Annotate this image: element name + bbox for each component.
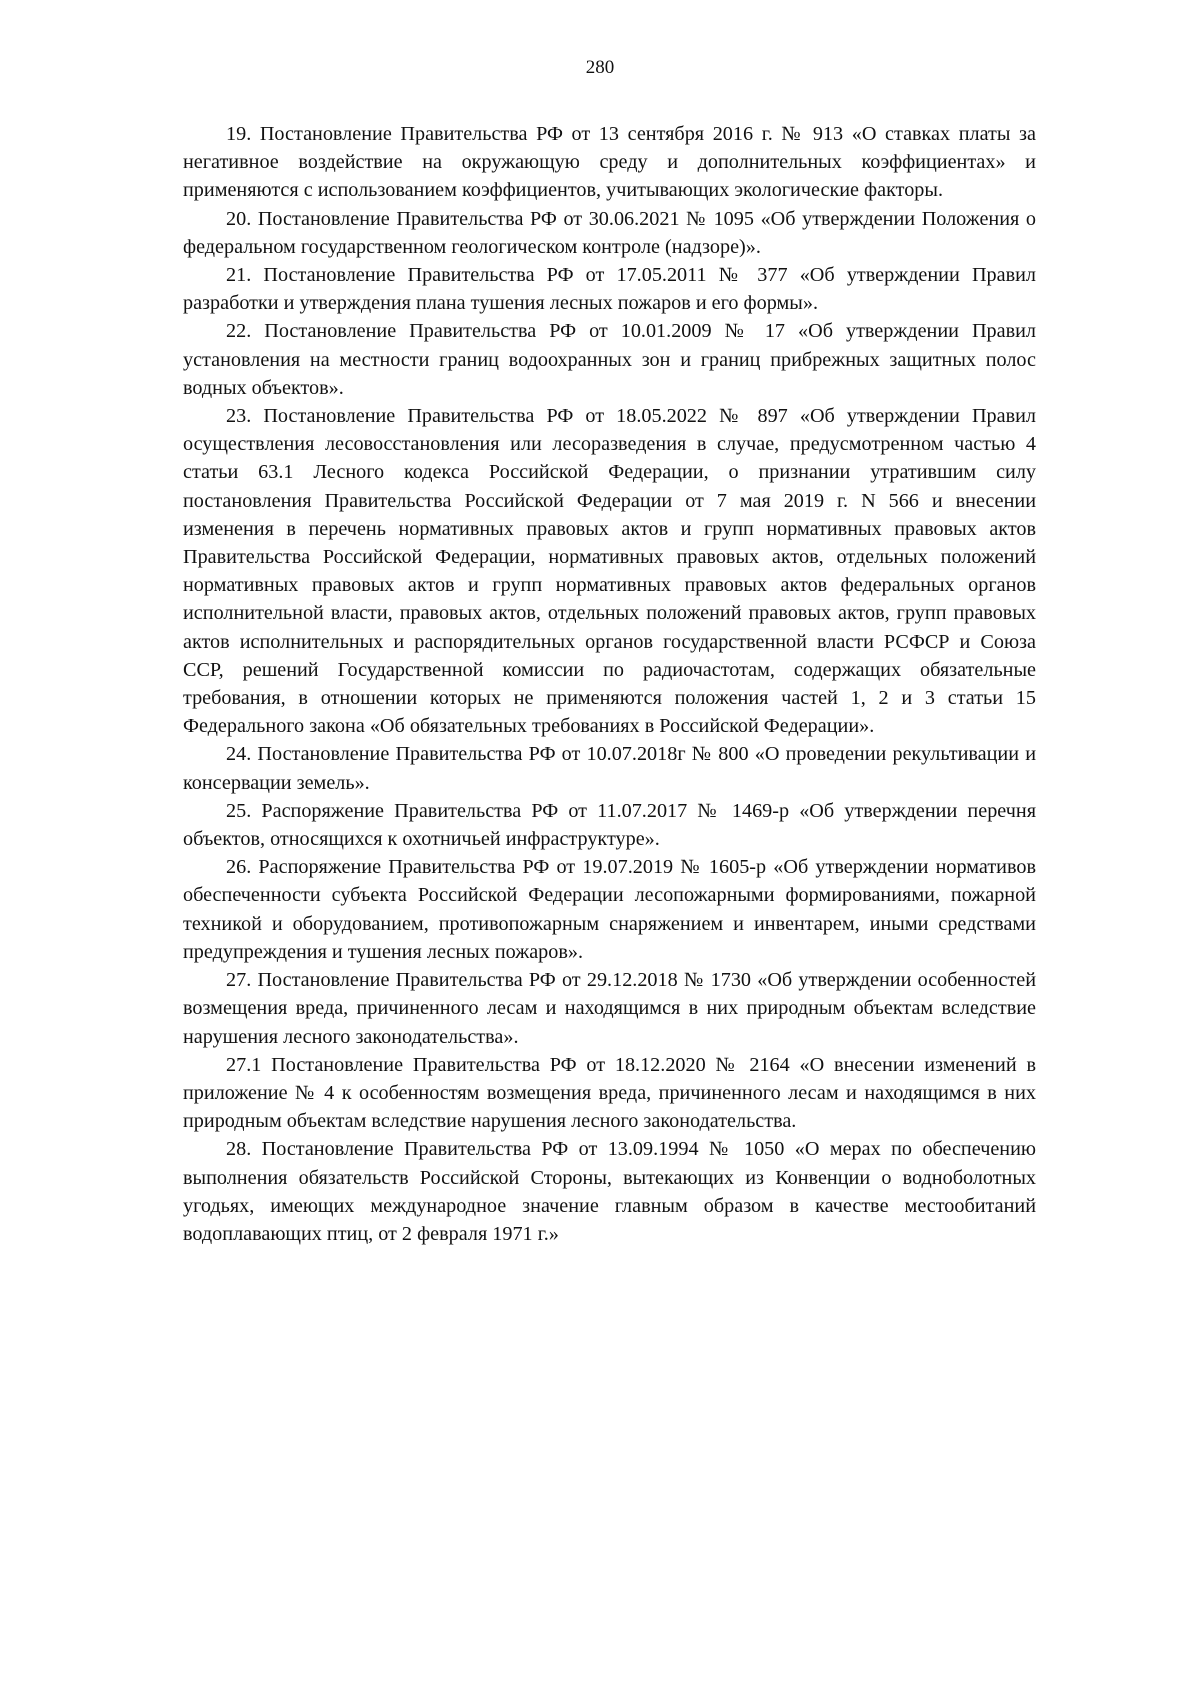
list-item: 25. Распоряжение Правительства РФ от 11.07.2017 № 1469-р «Об утверждении перечня объектов, относящихся к охотничьей инфраструктуре». bbox=[183, 799, 1036, 851]
list-item: 22. Постановление Правительства РФ от 10.01.2009 № 17 «Об утверждении Правил установления на местности границ водоохранных зон и границ прибрежных защитных полос водных объектов». bbox=[183, 320, 1036, 399]
list-item: 28. Постановление Правительства РФ от 13.09.1994 № 1050 «О мерах по обеспечению выполнения обязательств Российской Стороны, вытекающих из Конвенции о водноболотных угодьях, имеющих международное значение главным образом в качестве местообитаний водоплавающих птиц, от 2 февраля 1971 г.» bbox=[183, 1138, 1036, 1245]
list-item: 24. Постановление Правительства РФ от 10.07.2018г № 800 «О проведении рекультивации и консервации земель». bbox=[183, 743, 1036, 794]
list-item: 27.1 Постановление Правительства РФ от 18.12.2020 № 2164 «О внесении изменений в приложение № 4 к особенностям возмещения вреда, причиненного лесам и находящимся в них природным объектам вследствие нарушения лесного законодательства. bbox=[183, 1053, 1036, 1133]
list-item: 26. Распоряжение Правительства РФ от 19.07.2019 № 1605-р «Об утверждении нормативов обеспеченности субъекта Российской Федерации лесопожарными формированиями, пожарной техникой и оборудованием, противопожарным снаряжением и инвентарем, иными средствами предупреждения и тушения лесных пожаров». bbox=[183, 856, 1036, 963]
list-item: 19. Постановление Правительства РФ от 13 сентября 2016 г. № 913 «О ставках платы за негативное воздействие на окружающую среду и дополнительных коэффициентах» и применяются с использованием коэффициентов, учитывающих экологические факторы. bbox=[183, 123, 1036, 202]
list-item: 23. Постановление Правительства РФ от 18.05.2022 № 897 «Об утверждении Правил осуществления лесовосстановления или лесоразведения в случае, предусмотренном частью 4 статьи 63.1 Лесного кодекса Российской Федерации, о признании утратившим силу постановления Правительства Российской Федерации от 7 мая 2019 г. N 566 и внесении изменения в перечень нормативных правовых актов и групп нормативных правовых актов Правительства Российской Федерации, нормативных правовых актов, отдельных положений нормативных правовых актов и групп нормативных правовых актов федеральных органов исполнительной власти, правовых актов, отдельных положений правовых актов, групп правовых актов исполнительных и распорядительных органов государственной власти РСФСР и Союза ССР, решений Государственной комиссии по радиочастотам, содержащих обязательные требования, в отношении которых не применяются положения частей 1, 2 и 3 статьи 15 Федерального закона «Об обязательных требованиях в Российской Федерации». bbox=[183, 405, 1036, 738]
list-item: 20. Постановление Правительства РФ от 30.06.2021 № 1095 «Об утверждении Положения о федеральном государственном геологическом контроле (надзоре)». bbox=[183, 207, 1036, 258]
list-item: 21. Постановление Правительства РФ от 17.05.2011 № 377 «Об утверждении Правил разработки и утверждения плана тушения лесных пожаров и его формы». bbox=[183, 264, 1036, 315]
list-item: 27. Постановление Правительства РФ от 29.12.2018 № 1730 «Об утверждении особенностей возмещения вреда, причиненного лесам и находящимся в них природным объектам вследствие нарушения лесного законодательства». bbox=[183, 969, 1036, 1048]
page-number: 280 bbox=[585, 57, 615, 78]
regulations-list bbox=[183, 120, 1036, 1248]
